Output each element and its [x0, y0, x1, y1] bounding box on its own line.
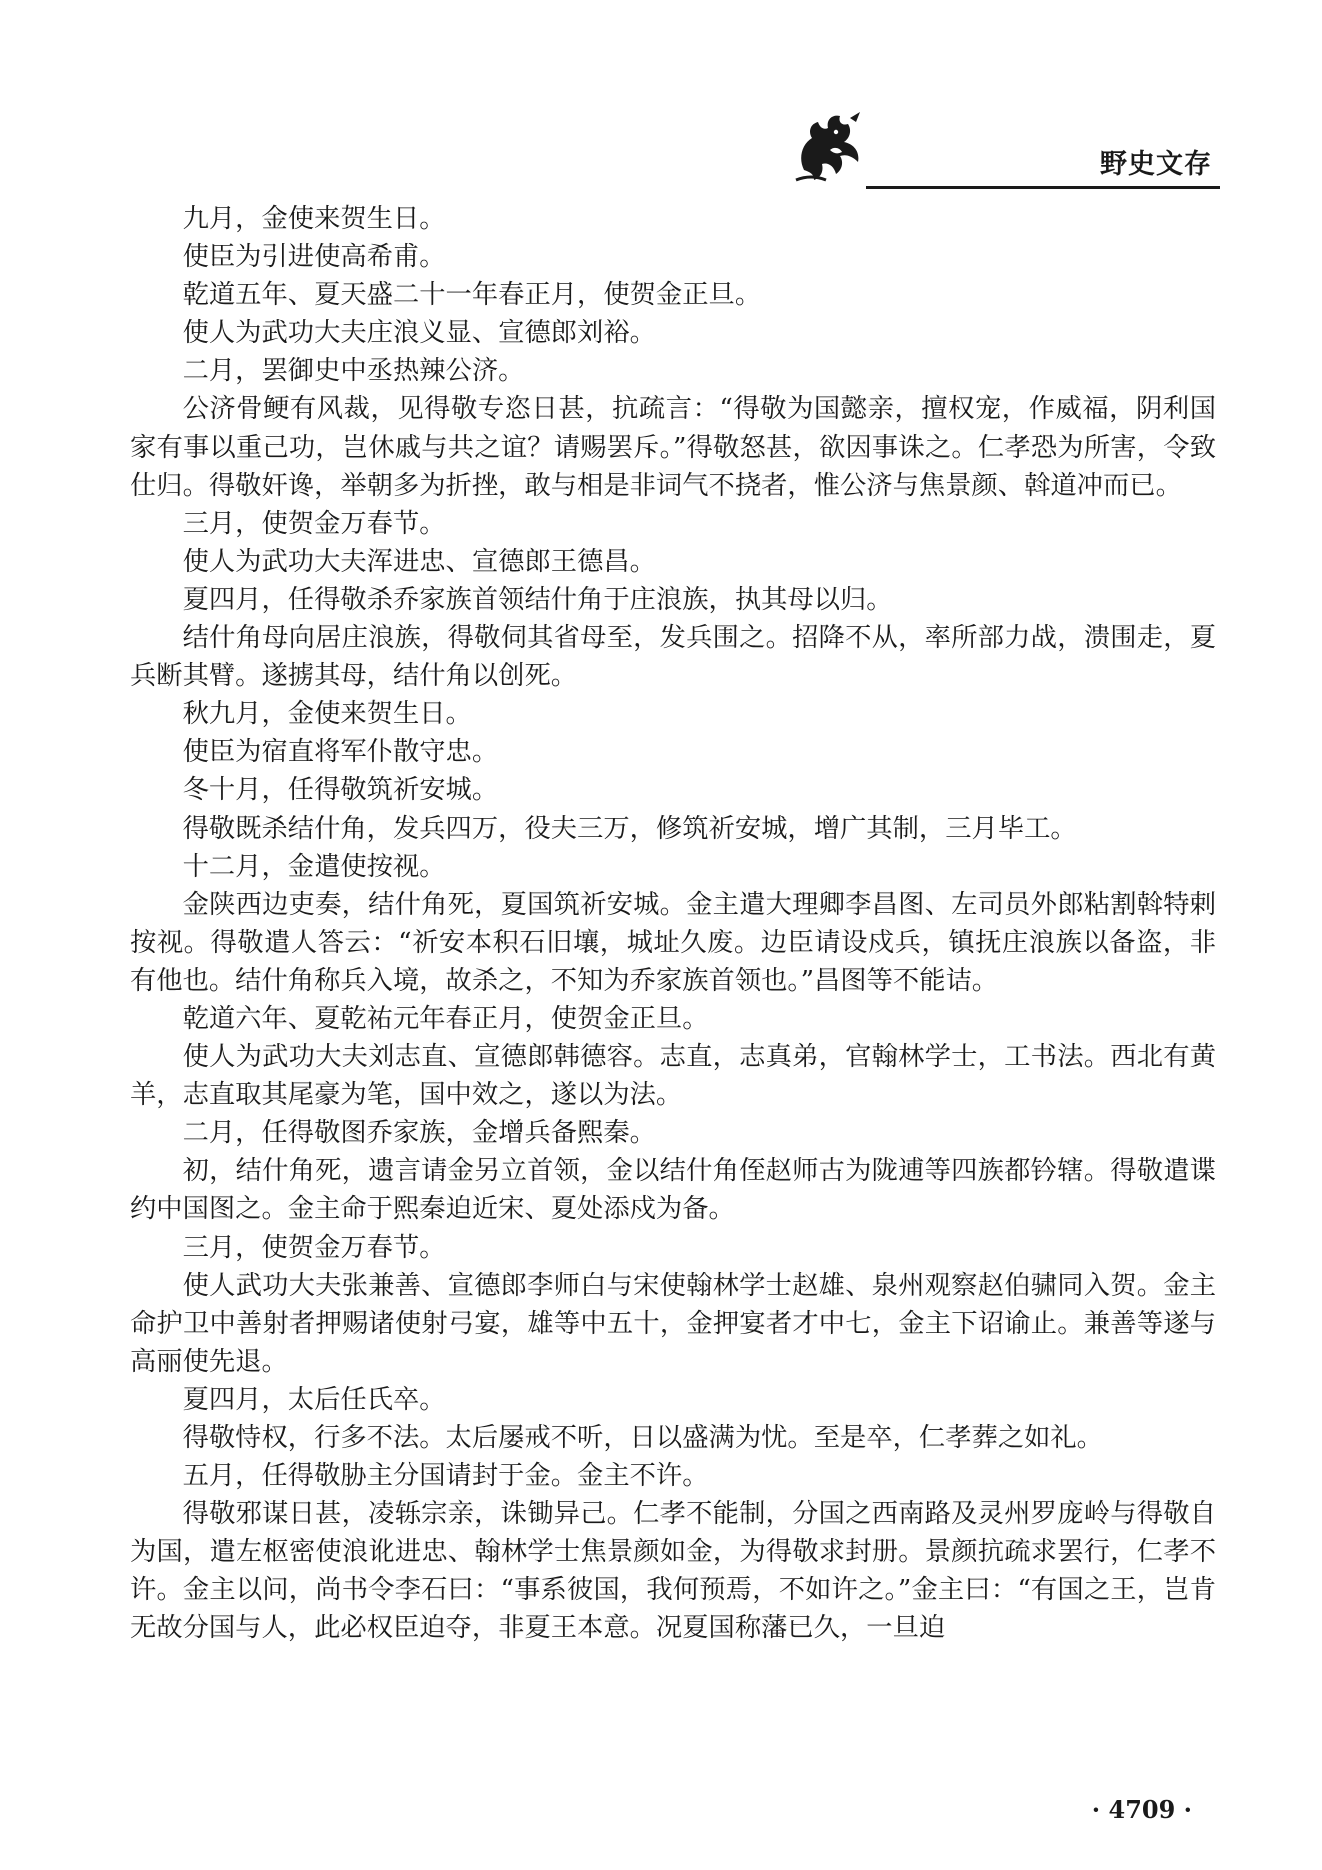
header-divider	[866, 186, 1220, 189]
running-header	[790, 110, 1220, 190]
paragraph: 使人武功大夫张兼善、宣德郎李师白与宋使翰林学士赵雄、泉州观察赵伯骕同入贺。金主命护卫中善射者押赐诸使射弓宴，雄等中五十，金押宴者才中七，金主下诏谕止。兼善等遂与高丽使先退。	[130, 1270, 1216, 1377]
paragraph: 夏四月，太后任氏卒。	[182, 1384, 446, 1415]
paragraph: 使臣为宿直将军仆散守忠。	[182, 737, 499, 768]
dragon-emblem-icon	[790, 110, 870, 186]
paragraph: 三月，使贺金万春节。	[182, 508, 446, 539]
paragraph: 使人为武功大夫刘志直、宣德郎韩德容。志直，志真弟，官翰林学士，工书法。西北有黄羊，志直取其尾豪为笔，国中效之，遂以为法。	[130, 1042, 1216, 1111]
paragraph: 冬十月，任得敬筑祈安城。	[182, 775, 499, 806]
paragraph: 初，结什角死，遗言请金另立首领，金以结什角侄赵师古为陇逋等四族都钤辖。得敬遣谍约中国图之。金主命于熙秦迫近宋、夏处添戍为备。	[130, 1156, 1216, 1225]
paragraph: 得敬恃权，行多不法。太后屡戒不听，日以盛满为忧。至是卒，仁孝葬之如礼。	[182, 1423, 1103, 1453]
paragraph: 使人为武功大夫浑进忠、宣德郎王德昌。	[182, 546, 656, 577]
paragraph: 得敬邪谋日甚，凌轹宗亲，诛锄异己。仁孝不能制，分国之西南路及灵州罗庞岭与得敬自为国，遣左枢密使浪讹进忠、翰林学士焦景颜如金，为得敬求封册。景颜抗疏求罢行，仁孝不许。金主以问，尚书令李石曰：“事系彼国，我何预焉，不如许之。”金主曰：“有国之王，岂肯无故分国与人，此必权臣迫夺，非夏王本意。况夏国称藩已久，一旦迫	[130, 1499, 1216, 1644]
paragraph: 结什角母向居庄浪族，得敬伺其省母至，发兵围之。招降不从，率所部力战，溃围走，夏兵断其臂。遂掳其母，结什角以创死。	[130, 623, 1216, 692]
paragraph: 乾道五年、夏天盛二十一年春正月，使贺金正旦。	[182, 280, 762, 311]
body-text	[130, 200, 1216, 1648]
paragraph: 二月，任得敬图乔家族，金增兵备熙秦。	[182, 1118, 656, 1149]
paragraph: 使人为武功大夫庄浪义显、宣德郎刘裕。	[182, 318, 656, 349]
paragraph: 公济骨鲠有风裁，见得敬专恣日甚，抗疏言：“得敬为国懿亲，擅权宠，作威福，阴利国家有事以重己功，岂休戚与共之谊？请赐罢斥。”得敬怒甚，欲因事诛之。仁孝恐为所害，令致仕归。得敬奸谗，举朝多为折挫，敢与相是非词气不挠者，惟公济与焦景颜、斡道冲而已。	[130, 394, 1216, 501]
paragraph: 三月，使贺金万春节。	[182, 1232, 446, 1263]
paragraph: 五月，任得敬胁主分国请封于金。金主不许。	[182, 1461, 709, 1492]
paragraph: 使臣为引进使高希甫。	[182, 242, 446, 273]
page-number: · 4709 ·	[1091, 1795, 1192, 1824]
paragraph: 金陕西边吏奏，结什角死，夏国筑祈安城。金主遣大理卿李昌图、左司员外郎粘割斡特剌按视。得敬遣人答云：“祈安本积石旧壤，城址久废。边臣请设戍兵，镇抚庄浪族以备盗，非有他也。结什角称兵入境，故杀之，不知为乔家族首领也。”昌图等不能诘。	[130, 889, 1216, 996]
paragraph: 乾道六年、夏乾祐元年春正月，使贺金正旦。	[182, 1003, 709, 1034]
paragraph: 夏四月，任得敬杀乔家族首领结什角于庄浪族，执其母以归。	[182, 584, 893, 615]
paragraph: 十二月，金遣使按视。	[182, 851, 446, 882]
paragraph: 二月，罢御史中丞热辣公济。	[182, 356, 525, 387]
paragraph: 秋九月，金使来贺生日。	[182, 699, 472, 730]
paragraph: 九月，金使来贺生日。	[182, 204, 446, 234]
paragraph: 得敬既杀结什角，发兵四万，役夫三万，修筑祈安城，增广其制，三月毕工。	[182, 813, 1077, 844]
header-title: 野史文存	[1100, 149, 1212, 180]
